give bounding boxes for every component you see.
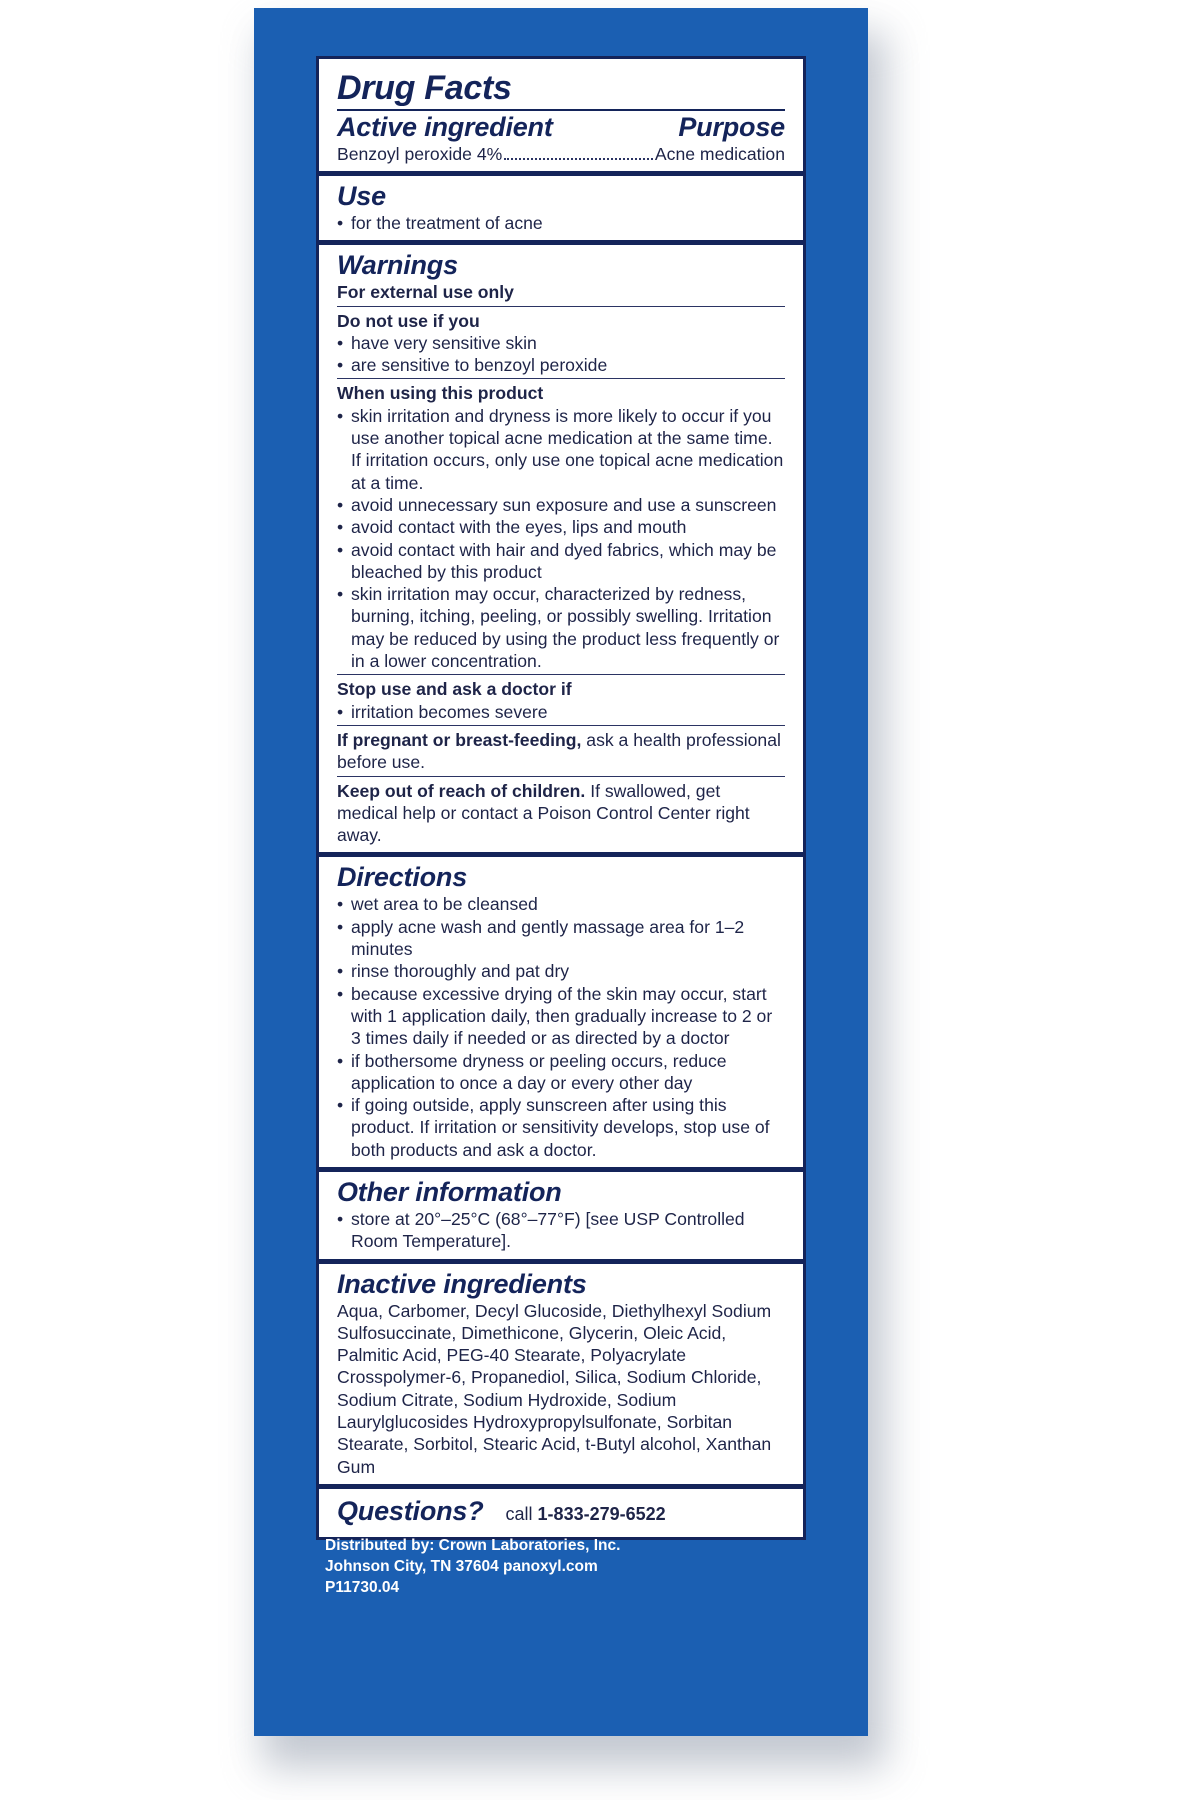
warnings-divider — [337, 306, 785, 307]
active-heading-row — [337, 111, 785, 143]
pregnant-warning — [337, 729, 785, 774]
directions-section — [319, 852, 803, 1167]
list-item: • if going outside, apply sunscreen after using this product. If irritation or sensitivity develops, stop use of both products and ask a doctor. — [337, 1094, 785, 1161]
warnings-divider — [337, 674, 785, 675]
list-item: • wet area to be cleansed — [337, 893, 785, 915]
do-not-use-heading: Do not use if you — [337, 310, 480, 331]
warnings-heading: Warnings — [337, 250, 458, 281]
external-use-note: For external use only — [337, 282, 514, 303]
distributor-info — [325, 1535, 620, 1598]
use-heading: Use — [337, 181, 386, 211]
list-item: • skin irritation and dryness is more likely to occur if you use another topical acne medication at the same time. If irritation occurs, only use one topical acne medication at a time. — [337, 405, 785, 494]
other-information-section — [319, 1167, 803, 1259]
address-line: Johnson City, TN 37604 panoxyl.com — [325, 1558, 598, 1575]
list-item: • are sensitive to benzoyl peroxide — [337, 354, 785, 376]
inactive-ingredients-heading: Inactive ingredients — [337, 1268, 587, 1299]
purpose-heading: Purpose — [678, 112, 785, 142]
warnings-divider — [337, 725, 785, 726]
call-label: call — [505, 1503, 533, 1524]
list-item: • if bothersome dryness or peeling occurs, reduce application to once a day or every other day — [337, 1050, 785, 1095]
list-item: • irritation becomes severe — [337, 701, 785, 723]
list-item: • avoid contact with hair and dyed fabrics, which may be bleached by this product — [337, 539, 785, 584]
questions-contact — [506, 1504, 666, 1525]
list-item: • apply acne wash and gently massage area for 1–2 minutes — [337, 916, 785, 961]
use-list — [337, 212, 785, 234]
other-information-list — [337, 1208, 785, 1253]
list-item: • rinse thoroughly and pat dry — [337, 960, 785, 982]
use-item: • for the treatment of acne — [337, 212, 785, 234]
product-code: P11730.04 — [325, 1579, 400, 1596]
list-item: • have very sensitive skin — [337, 332, 785, 354]
list-item: • avoid unnecessary sun exposure and use a sunscreen — [337, 494, 785, 516]
questions-section — [319, 1484, 803, 1537]
ingredient-purpose: Acne medication — [654, 144, 785, 164]
active-ingredient-row — [337, 143, 785, 165]
warnings-section — [319, 240, 803, 852]
warnings-divider — [337, 378, 785, 379]
directions-heading: Directions — [337, 862, 468, 893]
when-using-list — [337, 405, 785, 673]
list-item: • store at 20°–25°C (68°–77°F) [see USP Controlled Room Temperature]. — [337, 1208, 785, 1253]
leader-dots — [504, 158, 653, 160]
do-not-use-list — [337, 332, 785, 377]
list-item: • because excessive drying of the skin may occur, start with 1 application daily, then gradually increase to 2 or 3 times daily if needed or as directed by a doctor — [337, 983, 785, 1050]
questions-heading: Questions? — [337, 1495, 484, 1526]
package-panel — [254, 8, 868, 1736]
questions-row — [337, 1493, 785, 1531]
use-section — [319, 171, 803, 240]
list-item: • avoid contact with the eyes, lips and mouth — [337, 516, 785, 538]
inactive-ingredients-text: Aqua, Carbomer, Decyl Glucoside, Diethylhexyl Sodium Sulfosuccinate, Dimethicone, Glycerin, Oleic Acid, Palmitic Acid, PEG-40 Stearate, Polyacrylate Crosspolymer-6, Propanediol, Silica, Sodium Chloride, Sodium Citrate, Sodium Hydroxide, Sodium Laurylglucosides Hydroxypropylsulfonate, Sorbitan Stearate, Sorbitol, Stearic Acid, t-Butyl alcohol, Xanthan Gum — [337, 1300, 772, 1477]
active-ingredient-heading: Active ingredient — [337, 112, 553, 142]
other-information-heading: Other information — [337, 1176, 562, 1207]
warnings-divider — [337, 776, 785, 777]
list-item: • skin irritation may occur, characterized by redness, burning, itching, peeling, or possibly swelling. Irritation may be reduced by using the product less frequently or in a lower concentration. — [337, 583, 785, 672]
active-ingredient-section — [319, 59, 803, 171]
pregnant-text: ask a health professional before use. — [337, 729, 781, 773]
pregnant-label: If pregnant or breast-feeding, — [337, 729, 582, 750]
when-using-heading: When using this product — [337, 383, 544, 404]
directions-list — [337, 893, 785, 1161]
drug-facts-box — [316, 56, 806, 1540]
inactive-ingredients-section — [319, 1259, 803, 1484]
stop-use-list — [337, 701, 785, 723]
children-text: If swallowed, get medical help or contact a Poison Control Center right away. — [337, 780, 750, 846]
ingredient-name: Benzoyl peroxide 4% — [337, 144, 503, 164]
children-warning — [337, 780, 785, 847]
children-label: Keep out of reach of children. — [337, 780, 586, 801]
stop-use-heading: Stop use and ask a doctor if — [337, 679, 572, 700]
drug-facts-title: Drug Facts — [337, 69, 512, 107]
distributor-line: Distributed by: Crown Laboratories, Inc. — [325, 1537, 621, 1554]
phone-number: 1-833-279-6522 — [537, 1503, 666, 1524]
